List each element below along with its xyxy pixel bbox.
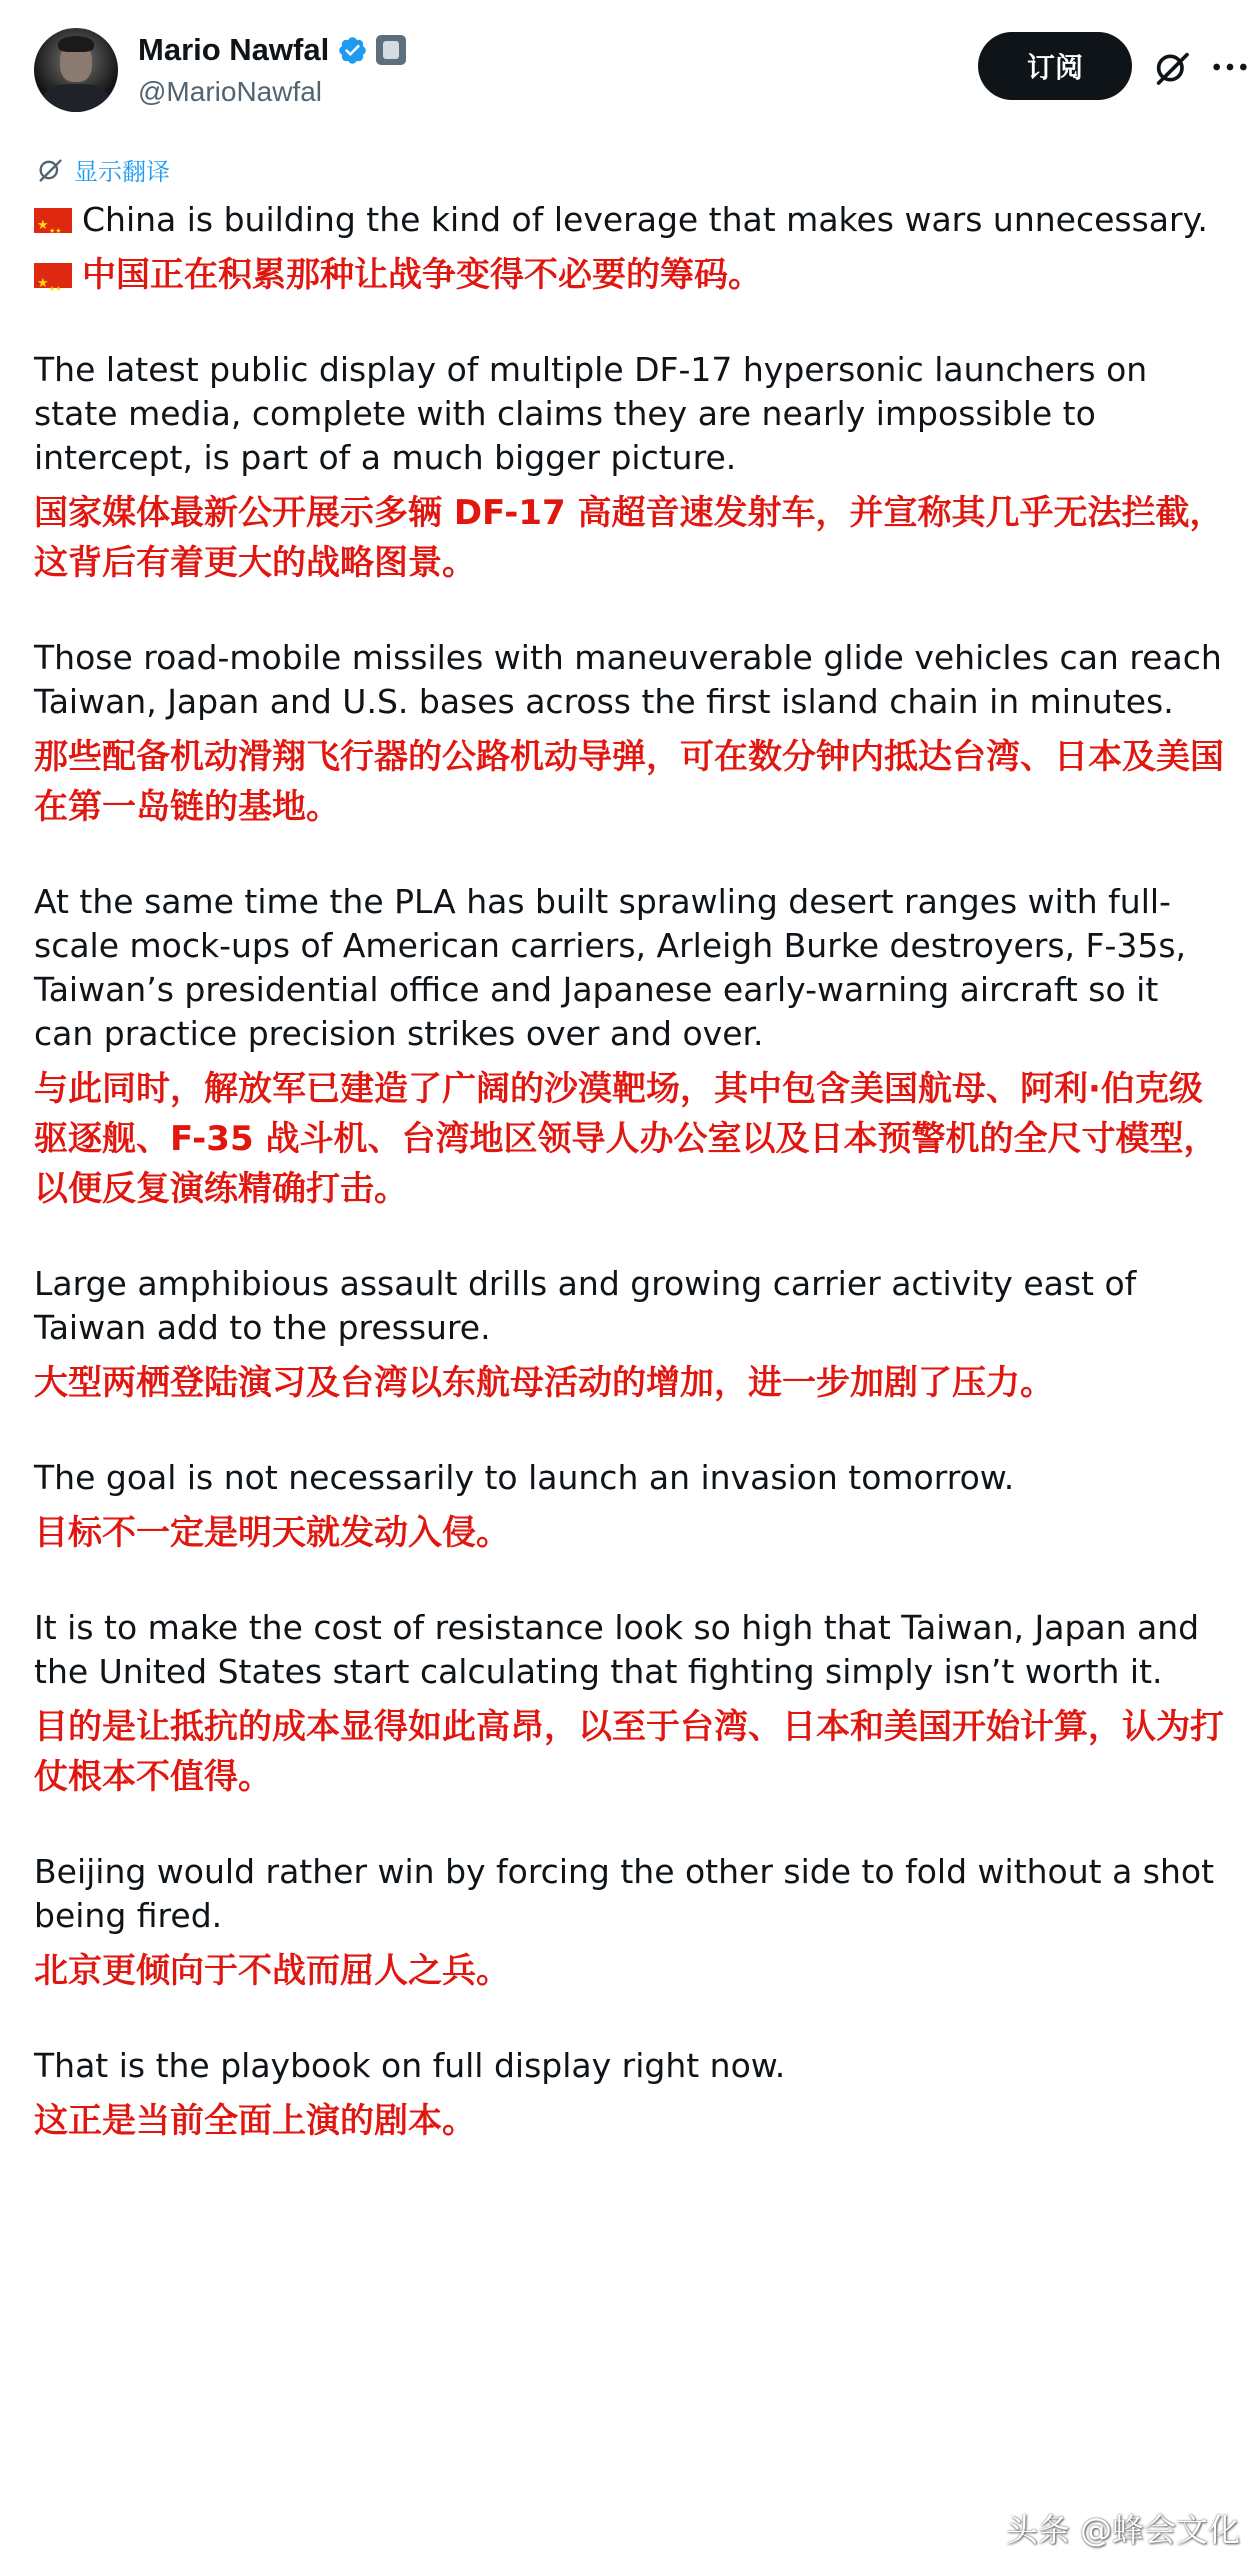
more-options-icon[interactable] bbox=[1210, 50, 1250, 84]
translate-icon bbox=[36, 156, 64, 184]
tweet-header bbox=[34, 28, 1224, 118]
paragraph-english: The latest public display of multiple DF-17 hypersonic launchers on state media, complete with claims they are nearly impossible to intercept, is part of a much bigger picture. bbox=[34, 350, 1148, 477]
paragraph-english: Those road-mobile missiles with maneuverable glide vehicles can reach Taiwan, Japan and U.S. bases across the first island chain in minutes. bbox=[34, 638, 1222, 721]
paragraph-english: The goal is not necessarily to launch an invasion tomorrow. bbox=[34, 1458, 1015, 1497]
show-translation-label: 显示翻译 bbox=[74, 158, 170, 186]
watermark: 头条 @蜂会文化 bbox=[1005, 2511, 1240, 2549]
paragraph bbox=[34, 636, 1224, 832]
paragraph bbox=[34, 1606, 1224, 1802]
paragraph-chinese: 国家媒体最新公开展示多辆 DF-17 高超音速发射车，并宣称其几乎无法拦截，这背后有着更大的战略图景。 bbox=[34, 493, 1224, 583]
affiliate-badge-icon bbox=[376, 35, 406, 65]
paragraph-english-text: China is building the kind of leverage that makes wars unnecessary. bbox=[82, 200, 1208, 239]
china-flag-icon bbox=[34, 263, 72, 288]
tweet-body bbox=[34, 198, 1224, 2194]
show-translation-link[interactable] bbox=[36, 152, 170, 187]
author-name[interactable]: Mario Nawfal bbox=[138, 32, 330, 67]
paragraph-chinese: 目标不一定是明天就发动入侵。 bbox=[34, 1513, 510, 1553]
paragraph-english: Large amphibious assault drills and growing carrier activity east of Taiwan add to the pressure. bbox=[34, 1264, 1137, 1347]
paragraph bbox=[34, 1262, 1224, 1408]
avatar[interactable] bbox=[34, 28, 118, 112]
paragraph bbox=[34, 348, 1224, 588]
paragraph-english bbox=[34, 198, 1224, 242]
verified-badge-icon bbox=[337, 35, 368, 66]
paragraph bbox=[34, 880, 1224, 1214]
paragraph-chinese: 那些配备机动滑翔飞行器的公路机动导弹，可在数分钟内抵达台湾、日本及美国在第一岛链的基地。 bbox=[34, 737, 1224, 827]
paragraph-english: It is to make the cost of resistance look so high that Taiwan, Japan and the United States start calculating that fighting simply isn’t worth it. bbox=[34, 1608, 1200, 1691]
paragraph bbox=[34, 2044, 1224, 2146]
subscribe-button[interactable]: 订阅 bbox=[978, 32, 1132, 100]
china-flag-icon bbox=[34, 208, 72, 233]
paragraph bbox=[34, 1850, 1224, 1996]
author-name-row bbox=[138, 32, 406, 68]
paragraph-chinese: 目的是让抵抗的成本显得如此高昂，以至于台湾、日本和美国开始计算，认为打仗根本不值得。 bbox=[34, 1707, 1224, 1797]
paragraph-english: That is the playbook on full display right now. bbox=[34, 2046, 786, 2085]
grok-icon[interactable] bbox=[1152, 48, 1192, 88]
paragraph-english: Beijing would rather win by forcing the other side to fold without a shot being fired. bbox=[34, 1852, 1215, 1935]
paragraph-chinese-text: 中国正在积累那种让战争变得不必要的筹码。 bbox=[82, 255, 762, 295]
paragraph-chinese bbox=[34, 250, 1224, 300]
paragraph-chinese: 北京更倾向于不战而屈人之兵。 bbox=[34, 1951, 510, 1991]
paragraph bbox=[34, 198, 1224, 300]
author-handle[interactable]: @MarioNawfal bbox=[138, 76, 323, 107]
paragraph-english: At the same time the PLA has built sprawling desert ranges with full-scale mock-ups of American carriers, Arleigh Burke destroyers, F-35s, Taiwan’s presidential office and Japanese early-warning aircraft so it can practice precision strikes over and over. bbox=[34, 882, 1187, 1053]
paragraph-chinese: 这正是当前全面上演的剧本。 bbox=[34, 2101, 476, 2141]
paragraph-chinese: 大型两栖登陆演习及台湾以东航母活动的增加，进一步加剧了压力。 bbox=[34, 1363, 1054, 1403]
paragraph-chinese: 与此同时，解放军已建造了广阔的沙漠靶场，其中包含美国航母、阿利·伯克级驱逐舰、F-35 战斗机、台湾地区领导人办公室以及日本预警机的全尺寸模型，以便反复演练精确打击。 bbox=[34, 1069, 1218, 1209]
paragraph bbox=[34, 1456, 1224, 1558]
